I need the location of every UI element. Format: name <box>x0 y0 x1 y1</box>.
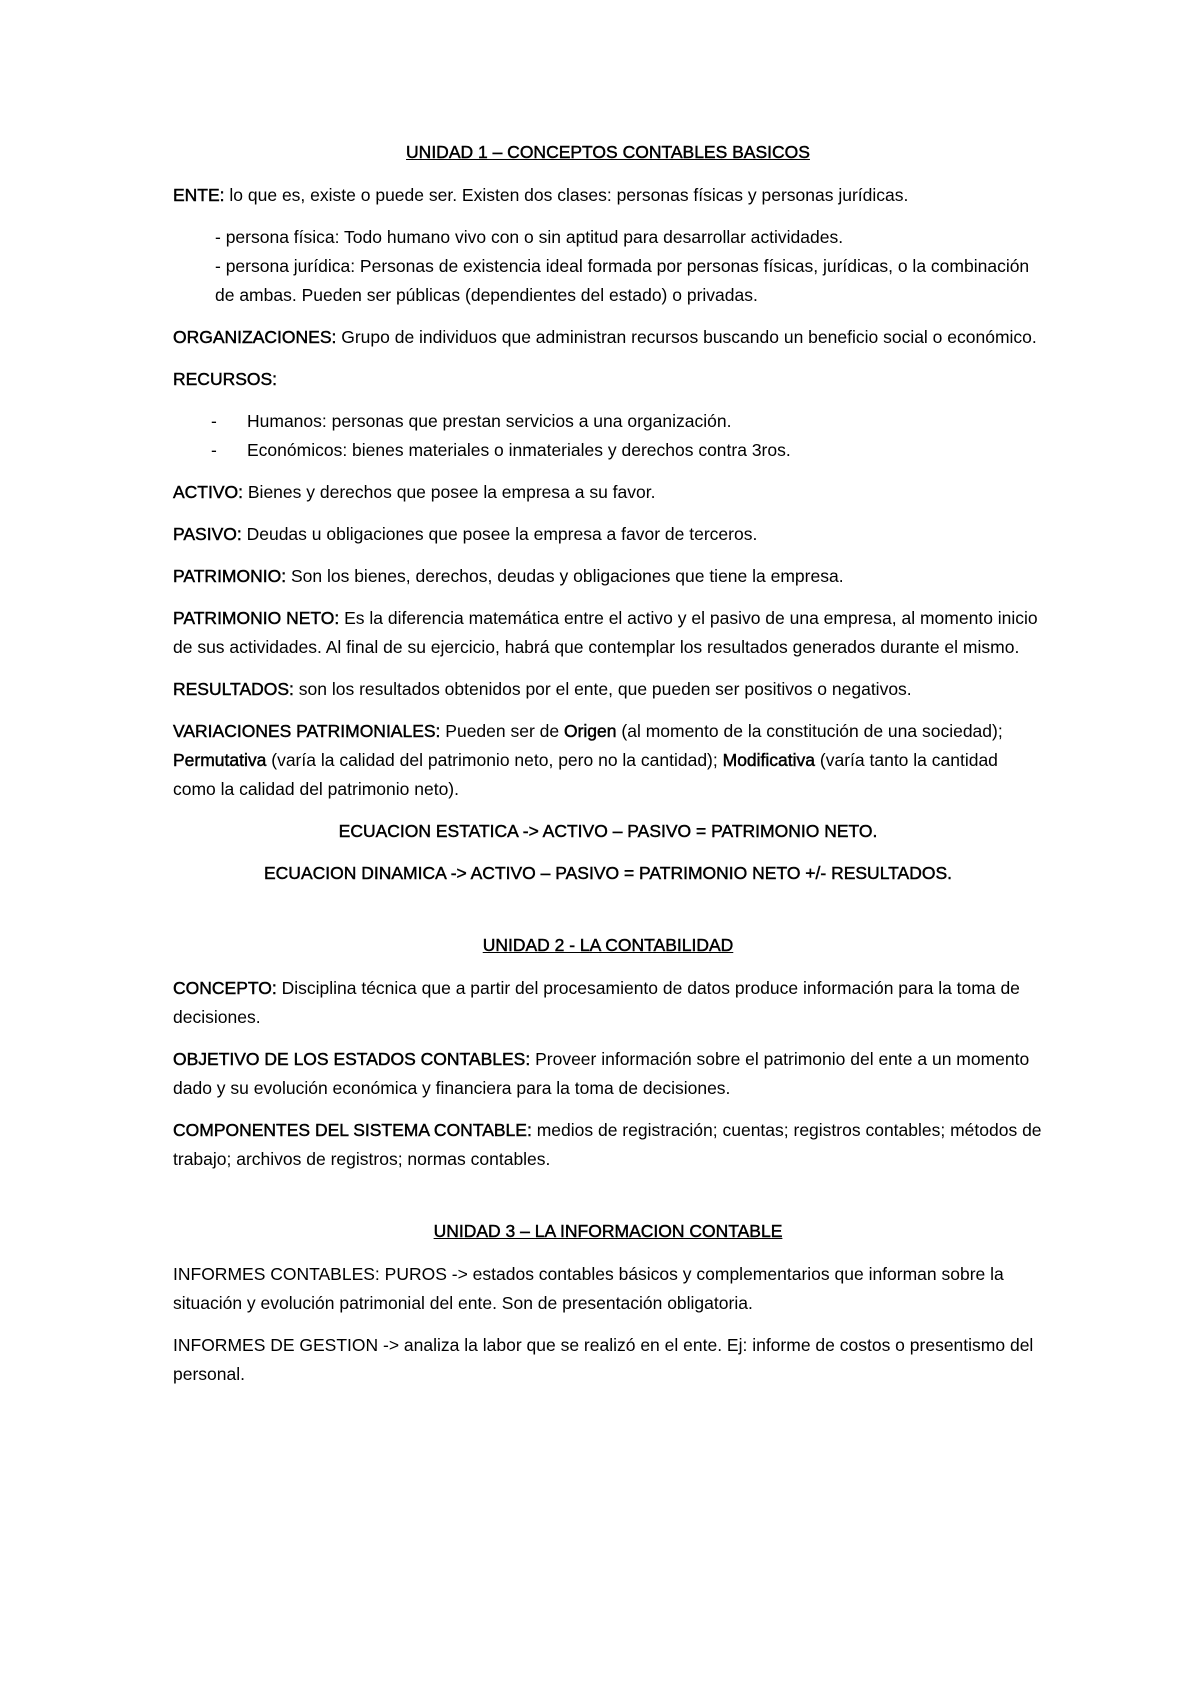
pasivo-paragraph <box>173 520 1043 549</box>
componentes-paragraph <box>173 1116 1043 1174</box>
patrimonio-neto-paragraph <box>173 604 1043 662</box>
activo-term: ACTIVO: <box>173 482 244 502</box>
objetivo-paragraph <box>173 1045 1043 1103</box>
ente-subitem-fisica: - persona física: Todo humano vivo con o sin aptitud para desarrollar actividades. <box>215 227 844 247</box>
ecuacion-dinamica: ECUACION DINAMICA -> ACTIVO – PASIVO = PATRIMONIO NETO +/- RESULTADOS. <box>264 863 952 883</box>
concepto-definition: Disciplina técnica que a partir del procesamiento de datos produce información para la toma de decisiones. <box>173 978 1020 1027</box>
activo-paragraph <box>173 478 1043 507</box>
variacion-permutativa: Permutativa <box>173 750 267 770</box>
ecuacion-estatica: ECUACION ESTATICA -> ACTIVO – PASIVO = PATRIMONIO NETO. <box>338 821 878 841</box>
patrimonio-neto-term: PATRIMONIO NETO: <box>173 608 340 628</box>
organizaciones-paragraph <box>173 323 1043 352</box>
patrimonio-term: PATRIMONIO: <box>173 566 287 586</box>
variaciones-term: VARIACIONES PATRIMONIALES: <box>173 721 441 741</box>
componentes-term: COMPONENTES DEL SISTEMA CONTABLE: <box>173 1120 532 1140</box>
variaciones-text-1: Pueden ser de <box>440 721 564 741</box>
ente-paragraph <box>173 181 1043 210</box>
unit2-heading: UNIDAD 2 - LA CONTABILIDAD <box>482 935 734 955</box>
list-item: - Económicos: bienes materiales o inmateriales y derechos contra 3ros. <box>211 436 1043 465</box>
pasivo-definition: Deudas u obligaciones que posee la empresa a favor de terceros. <box>241 524 758 544</box>
document-page <box>173 138 1043 1402</box>
objetivo-term: OBJETIVO DE LOS ESTADOS CONTABLES: <box>173 1049 531 1069</box>
informes-gestion-paragraph: INFORMES DE GESTION -> analiza la labor que se realizó en el ente. Ej: informe de costos o presentismo del personal. <box>173 1335 1034 1384</box>
patrimonio-definition: Son los bienes, derechos, deudas y obligaciones que tiene la empresa. <box>286 566 844 586</box>
activo-definition: Bienes y derechos que posee la empresa a su favor. <box>243 482 656 502</box>
objetivo-definition: Proveer información sobre el patrimonio del ente a un momento dado y su evolución económica y financiera para la toma de decisiones. <box>173 1049 1030 1098</box>
pasivo-term: PASIVO: <box>173 524 242 544</box>
variaciones-text-2: (al momento de la constitución de una sociedad); <box>616 721 1003 741</box>
resultados-paragraph <box>173 675 1043 704</box>
informes-contables-paragraph: INFORMES CONTABLES: PUROS -> estados contables básicos y complementarios que informan sobre la situación y evolución patrimonial del ente. Son de presentación obligatoria. <box>173 1264 1004 1313</box>
section-spacer <box>173 1187 1043 1217</box>
list-item: - Humanos: personas que prestan servicios a una organización. <box>211 407 1043 436</box>
variaciones-text-3: (varía la calidad del patrimonio neto, pero no la cantidad); <box>266 750 723 770</box>
ente-definition: lo que es, existe o puede ser. Existen dos clases: personas físicas y personas jurídicas. <box>224 185 909 205</box>
variaciones-paragraph <box>173 717 1043 804</box>
ente-subitems <box>215 223 1043 310</box>
recursos-list <box>211 407 1043 465</box>
recursos-paragraph <box>173 365 1043 394</box>
patrimonio-paragraph <box>173 562 1043 591</box>
organizaciones-term: ORGANIZACIONES: <box>173 327 337 347</box>
componentes-definition: medios de registración; cuentas; registros contables; métodos de trabajo; archivos de registros; normas contables. <box>173 1120 1042 1169</box>
variacion-modificativa: Modificativa <box>722 750 816 770</box>
section-spacer <box>173 901 1043 931</box>
ente-term: ENTE: <box>173 185 225 205</box>
recursos-term: RECURSOS: <box>173 369 278 389</box>
concepto-term: CONCEPTO: <box>173 978 277 998</box>
resultados-definition: son los resultados obtenidos por el ente, que pueden ser positivos o negativos. <box>293 679 912 699</box>
ente-subitem-juridica: - persona jurídica: Personas de existencia ideal formada por personas físicas, jurídicas, o la combinación de ambas. Pueden ser públicas (dependientes del estado) o privadas. <box>215 256 1030 305</box>
variaciones-text-4: (varía tanto la cantidad como la calidad del patrimonio neto). <box>173 750 998 799</box>
resultados-term: RESULTADOS: <box>173 679 294 699</box>
unit3-heading: UNIDAD 3 – LA INFORMACION CONTABLE <box>433 1221 783 1241</box>
variacion-origen: Origen <box>563 721 617 741</box>
organizaciones-definition: Grupo de individuos que administran recursos buscando un beneficio social o económico. <box>336 327 1037 347</box>
concepto-paragraph <box>173 974 1043 1032</box>
patrimonio-neto-definition: Es la diferencia matemática entre el activo y el pasivo de una empresa, al momento inicio de sus actividades. Al final de su ejercicio, habrá que contemplar los resultados generados durante el mismo. <box>173 608 1038 657</box>
unit1-heading: UNIDAD 1 – CONCEPTOS CONTABLES BASICOS <box>406 142 810 162</box>
